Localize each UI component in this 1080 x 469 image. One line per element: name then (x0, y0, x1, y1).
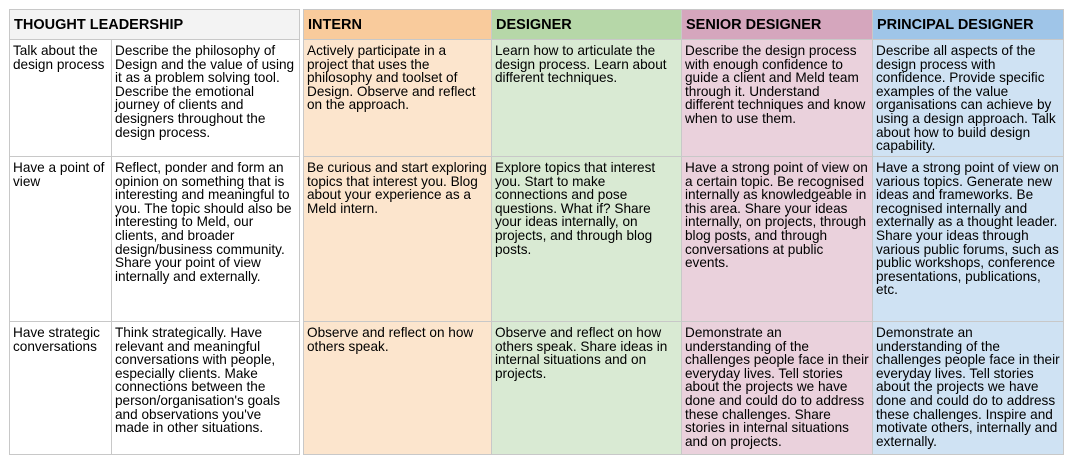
cell-designer: Explore topics that interest you. Start to make connections and pose questions. What if? Share your ideas internally, on projects, and through blog posts. (491, 156, 682, 322)
cell-senior-designer: Demonstrate an understanding of the challenges people face in their everyday lives. Tell stories about the projects we have done and could do to address these challenges. Share stories in internal situations and on projects. (681, 321, 873, 455)
cell-principal-designer: Demonstrate an understanding of the challenges people face in their everyday lives. Tell stories about the projects we have done and could do to address these challenges. Inspire and motivate others, internally and externally. (872, 321, 1064, 455)
cell-senior-designer: Describe the design process with enough confidence to guide a client and Meld team through it. Understand different techniques and know when to use them. (681, 39, 873, 157)
cell-intern: Observe and reflect on how others speak. (303, 321, 492, 455)
header-senior-designer: SENIOR DESIGNER (681, 9, 873, 40)
header-designer: DESIGNER (491, 9, 682, 40)
cell-designer: Learn how to articulate the design process. Learn about different techniques. (491, 39, 682, 157)
row-label: Talk about the design process (9, 39, 112, 157)
row-description: Reflect, ponder and form an opinion on something that is interesting and meaningful to you. The topic should also be interesting to Meld, our clients, and broader design/business community. Share your point of view internally and externally. (111, 156, 300, 322)
table-title-header: THOUGHT LEADERSHIP (9, 9, 300, 40)
cell-intern: Be curious and start exploring topics that interest you. Blog about your experience as a Meld intern. (303, 156, 492, 322)
row-description: Describe the philosophy of Design and the value of using it as a problem solving tool. Describe the emotional journey of clients and designers throughout the design process. (111, 39, 300, 157)
cell-principal-designer: Have a strong point of view on various topics. Generate new ideas and frameworks. Be recognised internally and externally as a thought leader. Share your ideas through various public forums, such as public workshops, conference presentations, publications, etc. (872, 156, 1064, 322)
header-intern: INTERN (303, 9, 492, 40)
cell-intern: Actively participate in a project that uses the philosophy and toolset of Design. Observe and reflect on the approach. (303, 39, 492, 157)
row-label: Have strategic conversations (9, 321, 112, 455)
row-label: Have a point of view (9, 156, 112, 322)
thought-leadership-table (10, 10, 1066, 455)
cell-senior-designer: Have a strong point of view on a certain topic. Be recognised internally as knowledgeable in this area. Share your ideas internally, on projects, through blog posts, and through conversations at public events. (681, 156, 873, 322)
header-principal-designer: PRINCIPAL DESIGNER (872, 9, 1064, 40)
cell-principal-designer: Describe all aspects of the design process with confidence. Provide specific examples of the value organisations can achieve by using a design approach. Talk about how to build design capability. (872, 39, 1064, 157)
cell-designer: Observe and reflect on how others speak. Share ideas in internal situations and on projects. (491, 321, 682, 455)
row-description: Think strategically. Have relevant and meaningful conversations with people, especially clients. Make connections between the person/organisation's goals and observations you've made in other situations. (111, 321, 300, 455)
